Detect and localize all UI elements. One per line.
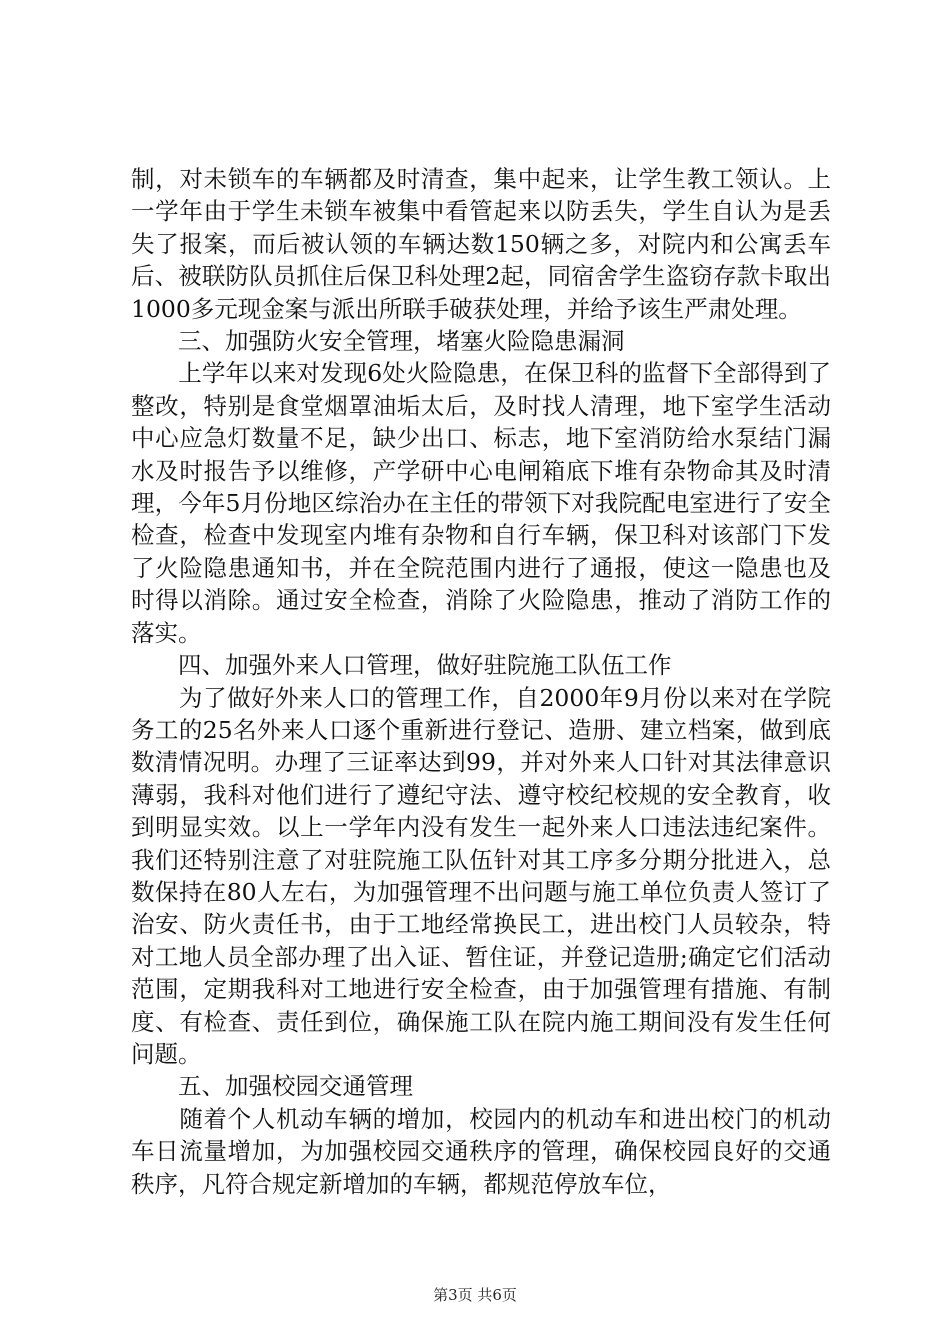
paragraph-fire-safety: 上学年以来对发现6处火险隐患，在保卫科的监督下全部得到了整改，特别是食堂烟罩油垢太后，及时找人清理，地下室学生活动中心应急灯数量不足，缺少出口、标志，地下室消防给水泵结门漏水及时报告予以维修，产学研中心电闸箱底下堆有杂物命其及时清理，今年5月份地区综治办在主任的带领下对我院配电室进行了安全检查，检查中发现室内堆有杂物和自行车辆，保卫科对该部门下发了火险隐患通知书，并在全院范围内进行了通报，使这一隐患也及时得以消除。通过安全检查，消除了火险隐患，推动了消防工作的落实。 — [131, 359, 831, 647]
paragraph-migrant-population: 为了做好外来人口的管理工作，自2000年9月份以来对在学院务工的25名外来人口逐个重新进行登记、造册、建立档案，做到底数清情况明。办理了三证率达到99，并对外来人口针对其法律意识薄弱，我科对他们进行了遵纪守法、遵守校纪校规的安全教育，收到明显实效。以上一学年内没有发生一起外来人口违法违纪案件。我们还特别注意了对驻院施工队伍针对其工序多分期分批进入，总数保持在80人左右，为加强管理不出问题与施工单位负责人签订了治安、防火责任书，由于工地经常换民工，进出校门人员较杂，特对工地人员全部办理了出入证、暂住证，并登记造册;确定它们活动范围，定期我科对工地进行安全检查，由于加强管理有措施、有制度、有检查、责任到位，确保施工队在院内施工期间没有发生任何问题。 — [131, 683, 831, 1068]
page-number-footer: 第3页 共6页 — [433, 1286, 517, 1304]
heading-migrant-population: 四、加强外来人口管理，做好驻院施工队伍工作 — [131, 651, 672, 680]
paragraph-bicycle-management: 制，对未锁车的车辆都及时清查，集中起来，让学生教工领认。上一学年由于学生未锁车被集中看管起来以防丢失，学生自认为是丢失了报案，而后被认领的车辆达数150辆之多，对院内和公寓丢车后、被联防队员抓住后保卫科处理2起，同宿舍学生盗窃存款卡取出1000多元现金案与派出所联手破获处理，并给予该生严肃处理。 — [131, 165, 831, 323]
heading-campus-traffic: 五、加强校园交通管理 — [131, 1072, 413, 1101]
paragraph-campus-traffic: 随着个人机动车辆的增加，校园内的机动车和进出校门的机动车日流量增加，为加强校园交通秩序的管理，确保校园良好的交通秩序，凡符合规定新增加的车辆，都规范停放车位， — [131, 1104, 831, 1198]
document-body — [131, 163, 831, 1200]
heading-fire-safety: 三、加强防火安全管理，堵塞火险隐患漏洞 — [131, 327, 625, 356]
